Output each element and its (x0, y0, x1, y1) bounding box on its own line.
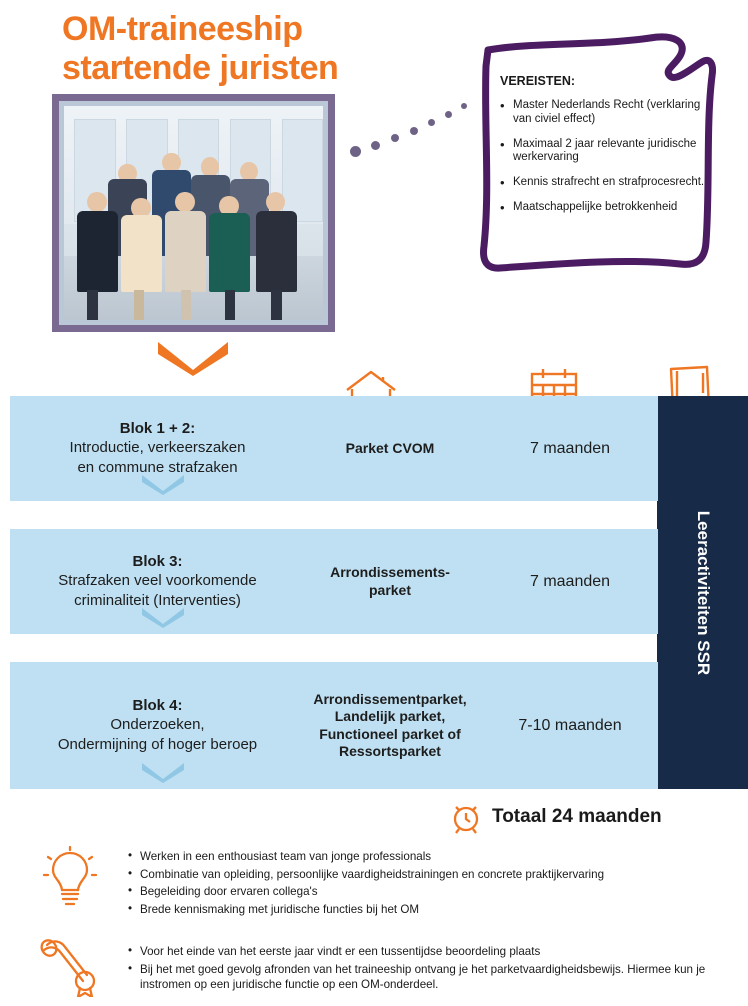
benefit-item: • Begeleiding door ervaren collega's (128, 884, 718, 900)
trail-dot (350, 146, 361, 157)
assessment-list (128, 944, 728, 995)
side-bar-label: Leeractiviteiten SSR (693, 510, 713, 675)
page-title (62, 10, 462, 89)
block-duration-2: 7 maanden (529, 572, 611, 590)
diploma-icon (35, 935, 101, 997)
chevron-down-icon (155, 338, 231, 376)
requirement-item: • Maximaal 2 jaar relevante juridische werkervaring (500, 138, 705, 166)
title-line-1: OM-traineeship (62, 10, 303, 48)
alarm-clock-icon (449, 800, 483, 834)
trail-dot (428, 119, 435, 126)
assessment-item: • Voor het einde van het eerste jaar vindt er een tussentijdse beoordeling plaats (128, 944, 728, 960)
requirements-list (500, 99, 705, 215)
trail-dot (410, 127, 418, 135)
block-title-2: Blok 3: (132, 552, 183, 570)
block-title-3: Blok 4: (132, 696, 183, 714)
trail-dot (371, 141, 380, 150)
block-subtitle-2: Strafzaken veel voorkomende criminaliteit (Interventies) (58, 572, 257, 609)
side-bar-learning-activities (657, 396, 748, 789)
block-duration-1: 7 maanden (529, 439, 611, 457)
requirements-heading: VEREISTEN: (500, 74, 576, 88)
team-photo-image (64, 106, 323, 320)
block-parket-2: Arrondissements- parket (330, 564, 450, 598)
block-duration-3: 7-10 maanden (518, 716, 622, 734)
title-line-2: startende juristen (62, 49, 339, 88)
block-title-1: Blok 1 + 2: (119, 419, 196, 437)
benefit-item: • Brede kennismaking met juridische functies bij het OM (128, 902, 718, 918)
benefit-item: • Combinatie van opleiding, persoonlijke vaardigheidstrainingen en concrete praktijkervaring (128, 867, 718, 883)
block-row-1 (10, 396, 658, 501)
trail-dot (445, 111, 452, 118)
requirement-item: • Master Nederlands Recht (verklaring van civiel effect) (500, 99, 705, 127)
block-parket-3: Arrondissementparket, Landelijk parket, Functioneel parket of Ressortsparket (313, 690, 467, 759)
benefits-list (128, 849, 718, 920)
block-subtitle-1: Introductie, verkeerszaken en commune strafzaken (69, 439, 246, 476)
trail-dot (461, 103, 467, 109)
block-row-2 (10, 529, 658, 634)
trail-dot (391, 134, 399, 142)
requirement-item: • Maatschappelijke betrokkenheid (500, 201, 705, 215)
lightbulb-icon (42, 845, 98, 913)
requirement-item: • Kennis strafrecht en strafprocesrecht. (500, 176, 705, 190)
chevron-down-icon (140, 473, 186, 495)
requirements-box (474, 28, 724, 276)
chevron-down-icon (140, 606, 186, 628)
benefit-item: • Werken in een enthousiast team van jonge professionals (128, 849, 718, 865)
block-subtitle-3: Onderzoeken, Ondermijning of hoger beroep (57, 716, 258, 753)
assessment-item: • Bij het met goed gevolg afronden van het traineeship ontvang je het parketvaardigheidsbewijs. Hiermee kun je instromen op een juridische functie op een OM-onderdeel. (128, 962, 728, 993)
chevron-down-icon (140, 761, 186, 783)
total-duration-label: Totaal 24 maanden (492, 806, 662, 827)
total-duration (449, 800, 662, 834)
block-row-3 (10, 662, 658, 789)
block-parket-1: Parket CVOM (345, 439, 435, 456)
team-photo (52, 94, 335, 332)
